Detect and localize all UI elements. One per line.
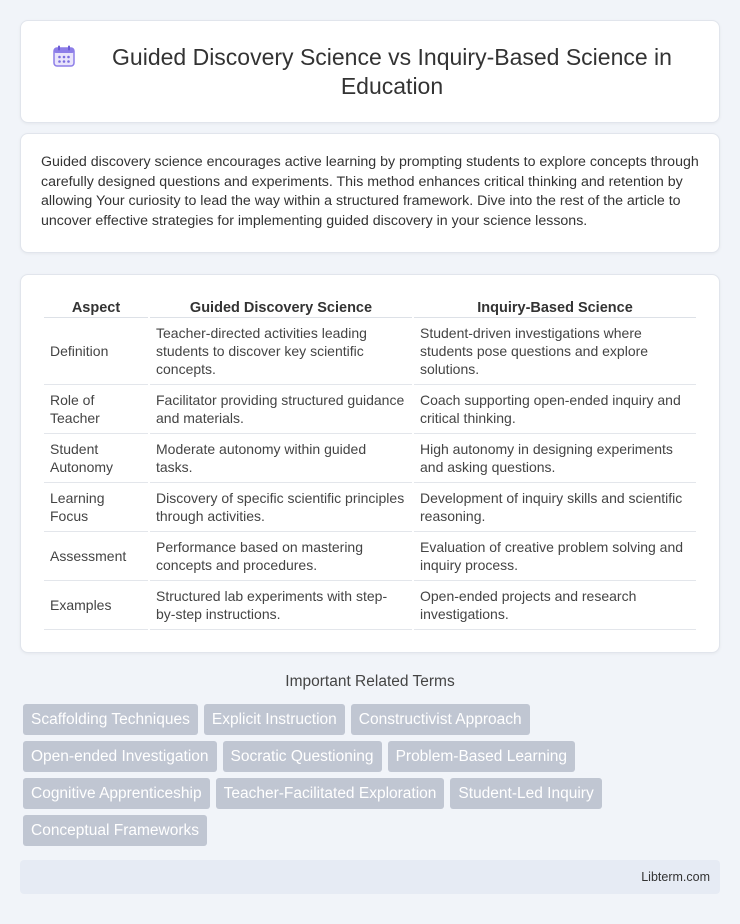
cell-aspect: Definition [44, 318, 148, 385]
related-term-tag[interactable]: Conceptual Frameworks [23, 815, 207, 846]
cell-inquiry: High autonomy in designing experiments and asking questions. [414, 434, 696, 483]
comparison-table [42, 293, 698, 630]
cell-guided: Structured lab experiments with step-by-step instructions. [150, 581, 412, 630]
cell-guided: Teacher-directed activities leading students to discover key scientific concepts. [150, 318, 412, 385]
cell-aspect: Learning Focus [44, 483, 148, 532]
cell-aspect: Student Autonomy [44, 434, 148, 483]
table-row [44, 483, 696, 532]
cell-inquiry: Open-ended projects and research investigations. [414, 581, 696, 630]
table-row [44, 581, 696, 630]
related-term-tag[interactable]: Teacher-Facilitated Exploration [216, 778, 445, 809]
footer-site-link[interactable]: Libterm.com [641, 870, 710, 884]
cell-aspect: Assessment [44, 532, 148, 581]
page-title: Guided Discovery Science vs Inquiry-Based Science in Education [112, 43, 672, 99]
table-row [44, 385, 696, 434]
related-term-tag[interactable]: Scaffolding Techniques [23, 704, 198, 735]
header-aspect: Aspect [44, 293, 148, 318]
cell-guided: Facilitator providing structured guidance and materials. [150, 385, 412, 434]
cell-guided: Performance based on mastering concepts and procedures. [150, 532, 412, 581]
related-term-tag[interactable]: Problem-Based Learning [388, 741, 575, 772]
table-row [44, 318, 696, 385]
cell-aspect: Role of Teacher [44, 385, 148, 434]
cell-guided: Discovery of specific scientific principles through activities. [150, 483, 412, 532]
cell-guided: Moderate autonomy within guided tasks. [150, 434, 412, 483]
related-term-tag[interactable]: Student-Led Inquiry [450, 778, 601, 809]
related-term-tag[interactable]: Open-ended Investigation [23, 741, 217, 772]
cell-inquiry: Evaluation of creative problem solving and inquiry process. [414, 532, 696, 581]
related-term-tag[interactable]: Socratic Questioning [223, 741, 382, 772]
related-term-tag[interactable]: Cognitive Apprenticeship [23, 778, 210, 809]
related-term-tag[interactable]: Constructivist Approach [351, 704, 530, 735]
intro-card [20, 133, 720, 253]
cell-inquiry: Student-driven investigations where students pose questions and explore solutions. [414, 318, 696, 385]
cell-inquiry: Coach supporting open-ended inquiry and critical thinking. [414, 385, 696, 434]
title-card [20, 20, 720, 123]
comparison-card [20, 274, 720, 653]
footer [20, 860, 720, 894]
table-header-row [44, 293, 696, 318]
table-row [44, 532, 696, 581]
header-guided-discovery: Guided Discovery Science [150, 293, 412, 318]
intro-paragraph: Guided discovery science encourages active learning by prompting students to explore concepts through carefully designed questions and experiments. This method enhances critical thinking and retention by allowing Your curiosity to lead the way within a structured framework. Dive into the rest of the article to uncover effective strategies for implementing guided discovery in your science lessons. [41, 154, 699, 229]
related-terms-heading: Important Related Terms [285, 673, 455, 690]
table-row [44, 434, 696, 483]
related-terms-list [23, 704, 723, 852]
cell-aspect: Examples [44, 581, 148, 630]
cell-inquiry: Development of inquiry skills and scientific reasoning. [414, 483, 696, 532]
calendar-icon [51, 43, 77, 69]
header-inquiry-based: Inquiry-Based Science [414, 293, 696, 318]
related-term-tag[interactable]: Explicit Instruction [204, 704, 345, 735]
